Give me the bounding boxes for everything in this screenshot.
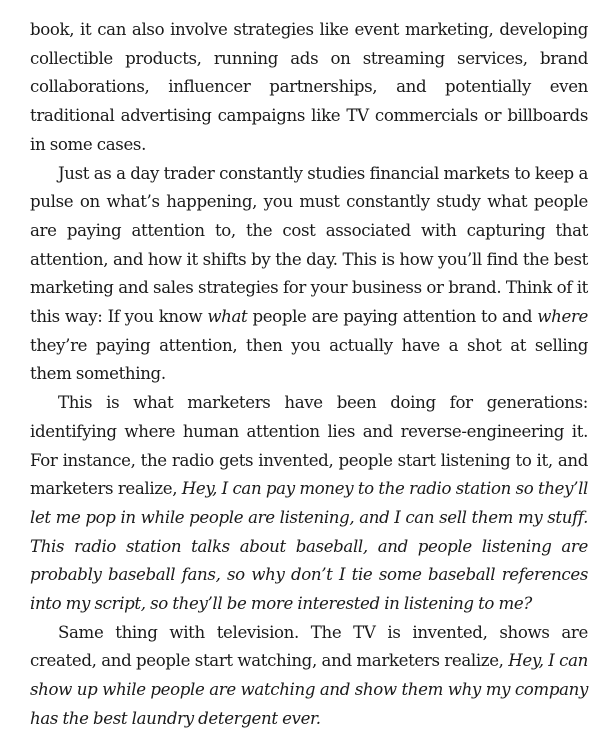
paragraph-2 [30,160,588,390]
text-run: Just as a day trader constantly studies financial markets to keep a pulse on what’s happening, you must constantly study what people are paying attention to, the cost associated with capturing that attention, and how it shifts by the day. This is how you’ll find the best marketing and sales strategies for your business or brand. Think of it this way: If you know [30,163,588,327]
text-run: Same thing with television. The TV is invented, shows are created, and people start watching, and marketers realize, [30,622,588,671]
emphasis-what: what [207,307,248,327]
text-run: This is what marketers have been doing for generations: identifying where human attention lies and reverse-engineering it. For instance, the radio gets invented, people start listening to it, and marketers realize, [30,393,588,499]
text-run: book, it can also involve strategies like event marketing, developing collectible products, running ads on streaming services, brand collaborations, influencer partnerships, and potentially even traditional advertising campaigns like TV commercials or billboards in some cases. [30,20,588,154]
book-page [30,16,588,734]
italic-radio-thought: Hey, I can pay money to the radio station so they’ll let me pop in while people are listening, and I can sell them my stuff. This radio station talks about baseball, and people listening are probably baseball fans, so why don’t I tie some baseball references into my script, so they’ll be more interested in listening to me? [30,479,588,614]
text-run: they’re paying attention, then you actually have a shot at selling them something. [30,335,588,384]
emphasis-where: where [537,307,588,327]
paragraph-4 [30,619,588,734]
paragraph-1 [30,16,588,160]
text-run: people are paying attention to and [247,307,538,327]
italic-tv-thought: Hey, I can show up while people are watching and show them why my company has the best laundry detergent ever. [30,651,589,728]
paragraph-3 [30,389,588,619]
